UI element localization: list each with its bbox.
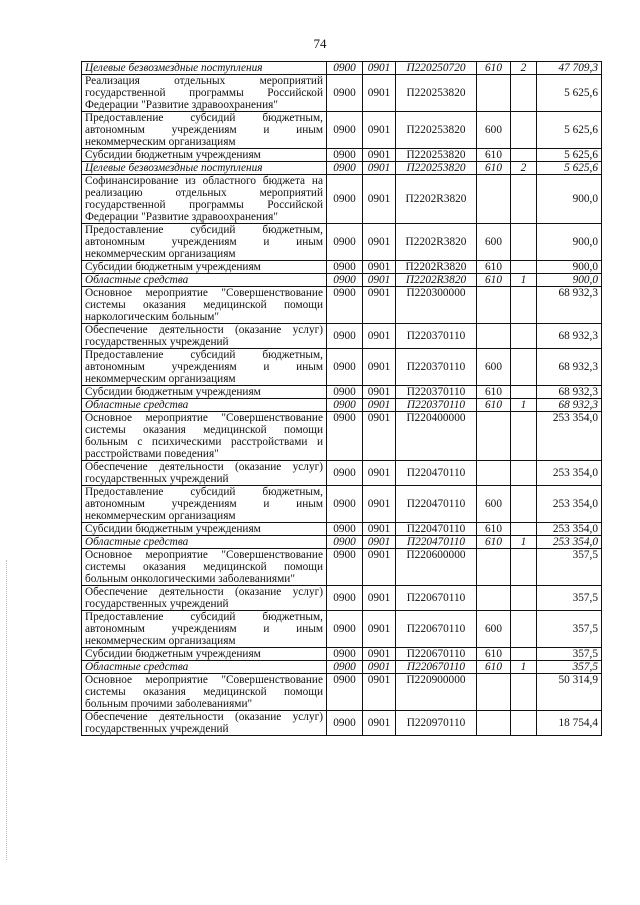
row-funding-source [511, 711, 537, 736]
row-section-code: 0901 [363, 611, 396, 648]
row-grbs-code: 0900 [327, 349, 363, 386]
table-row [82, 549, 602, 586]
row-amount: 5 625,6 [537, 75, 602, 112]
row-grbs-code: 0900 [327, 274, 363, 287]
row-target-code: П220600000 [396, 549, 477, 586]
row-grbs-code: 0900 [327, 648, 363, 661]
row-name: Областные средства [82, 274, 327, 287]
row-expense-type [477, 674, 511, 711]
row-target-code: П2202R3820 [396, 224, 477, 261]
row-amount: 47 709,3 [537, 62, 602, 75]
row-name: Обеспечение деятельности (оказание услуг) государственных учреждений [82, 586, 327, 611]
row-expense-type: 610 [477, 661, 511, 674]
row-grbs-code: 0900 [327, 674, 363, 711]
table-row [82, 112, 602, 149]
row-funding-source [511, 349, 537, 386]
row-target-code: П220250720 [396, 62, 477, 75]
row-grbs-code: 0900 [327, 386, 363, 399]
table-row [82, 287, 602, 324]
row-grbs-code: 0900 [327, 162, 363, 175]
row-funding-source [511, 386, 537, 399]
row-section-code: 0901 [363, 175, 396, 224]
row-name: Субсидии бюджетным учреждениям [82, 648, 327, 661]
row-name: Областные средства [82, 536, 327, 549]
table-row [82, 386, 602, 399]
row-name: Предоставление субсидий бюджетным, автономным учреждениям и иным некоммерческим организациям [82, 112, 327, 149]
row-grbs-code: 0900 [327, 62, 363, 75]
row-section-code: 0901 [363, 648, 396, 661]
row-target-code: П220370110 [396, 386, 477, 399]
row-grbs-code: 0900 [327, 112, 363, 149]
table-row [82, 674, 602, 711]
row-funding-source: 1 [511, 274, 537, 287]
row-target-code: П220370110 [396, 324, 477, 349]
row-target-code: П220370110 [396, 349, 477, 386]
table-row [82, 661, 602, 674]
row-expense-type [477, 586, 511, 611]
table-row [82, 648, 602, 661]
row-section-code: 0901 [363, 549, 396, 586]
table-row [82, 611, 602, 648]
row-section-code: 0901 [363, 536, 396, 549]
row-grbs-code: 0900 [327, 661, 363, 674]
row-section-code: 0901 [363, 523, 396, 536]
row-amount: 68 932,3 [537, 324, 602, 349]
row-target-code: П220253820 [396, 112, 477, 149]
row-expense-type: 610 [477, 261, 511, 274]
row-target-code: П220470110 [396, 536, 477, 549]
row-amount: 900,0 [537, 224, 602, 261]
row-target-code: П220470110 [396, 523, 477, 536]
row-expense-type [477, 711, 511, 736]
row-amount: 68 932,3 [537, 399, 602, 412]
table-row [82, 75, 602, 112]
table-row [82, 399, 602, 412]
row-section-code: 0901 [363, 274, 396, 287]
row-name: Субсидии бюджетным учреждениям [82, 261, 327, 274]
row-grbs-code: 0900 [327, 412, 363, 461]
row-amount: 18 754,4 [537, 711, 602, 736]
row-funding-source [511, 287, 537, 324]
row-expense-type: 610 [477, 523, 511, 536]
row-grbs-code: 0900 [327, 149, 363, 162]
row-funding-source [511, 461, 537, 486]
row-expense-type: 600 [477, 611, 511, 648]
row-amount: 253 354,0 [537, 461, 602, 486]
row-amount: 900,0 [537, 261, 602, 274]
row-amount: 5 625,6 [537, 162, 602, 175]
row-amount: 357,5 [537, 586, 602, 611]
row-target-code: П220670110 [396, 661, 477, 674]
row-name: Областные средства [82, 661, 327, 674]
row-amount: 253 354,0 [537, 523, 602, 536]
row-amount: 357,5 [537, 648, 602, 661]
row-funding-source [511, 324, 537, 349]
budget-table [81, 61, 602, 736]
row-grbs-code: 0900 [327, 287, 363, 324]
row-funding-source: 2 [511, 162, 537, 175]
row-funding-source [511, 611, 537, 648]
row-amount: 5 625,6 [537, 149, 602, 162]
row-funding-source: 2 [511, 62, 537, 75]
row-expense-type [477, 175, 511, 224]
row-name: Целевые безвозмездные поступления [82, 162, 327, 175]
row-name: Основное мероприятие "Совершенствование системы оказания медицинской помощи больным онкологическими заболеваниями" [82, 549, 327, 586]
row-target-code: П2202R3820 [396, 175, 477, 224]
row-name: Предоставление субсидий бюджетным, автономным учреждениям и иным некоммерческим организациям [82, 349, 327, 386]
row-name: Областные средства [82, 399, 327, 412]
row-funding-source [511, 549, 537, 586]
row-section-code: 0901 [363, 261, 396, 274]
table-row [82, 536, 602, 549]
table-row [82, 261, 602, 274]
row-grbs-code: 0900 [327, 549, 363, 586]
row-funding-source [511, 175, 537, 224]
row-amount: 68 932,3 [537, 386, 602, 399]
row-section-code: 0901 [363, 412, 396, 461]
row-target-code: П2202R3820 [396, 274, 477, 287]
row-section-code: 0901 [363, 149, 396, 162]
row-amount: 68 932,3 [537, 287, 602, 324]
row-target-code: П220670110 [396, 648, 477, 661]
row-funding-source [511, 261, 537, 274]
row-section-code: 0901 [363, 399, 396, 412]
table-row [82, 486, 602, 523]
row-amount: 357,5 [537, 611, 602, 648]
row-amount: 900,0 [537, 274, 602, 287]
row-section-code: 0901 [363, 162, 396, 175]
row-section-code: 0901 [363, 661, 396, 674]
row-section-code: 0901 [363, 287, 396, 324]
row-grbs-code: 0900 [327, 586, 363, 611]
row-name: Целевые безвозмездные поступления [82, 62, 327, 75]
row-section-code: 0901 [363, 349, 396, 386]
row-grbs-code: 0900 [327, 461, 363, 486]
row-section-code: 0901 [363, 224, 396, 261]
table-row [82, 412, 602, 461]
row-target-code: П220900000 [396, 674, 477, 711]
table-row [82, 224, 602, 261]
row-grbs-code: 0900 [327, 536, 363, 549]
row-amount: 253 354,0 [537, 412, 602, 461]
table-row [82, 162, 602, 175]
row-name: Основное мероприятие "Совершенствование системы оказания медицинской помощи наркологическим больным" [82, 287, 327, 324]
row-name: Обеспечение деятельности (оказание услуг) государственных учреждений [82, 324, 327, 349]
row-amount: 50 314,9 [537, 674, 602, 711]
row-funding-source [511, 224, 537, 261]
row-target-code: П220253820 [396, 162, 477, 175]
row-funding-source [511, 75, 537, 112]
row-funding-source [511, 648, 537, 661]
row-name: Реализация отдельных мероприятий государственной программы Российской Федерации "Развитие здравоохранения" [82, 75, 327, 112]
row-amount: 68 932,3 [537, 349, 602, 386]
row-section-code: 0901 [363, 386, 396, 399]
row-grbs-code: 0900 [327, 486, 363, 523]
table-body [82, 62, 602, 736]
row-expense-type: 610 [477, 62, 511, 75]
row-amount: 253 354,0 [537, 536, 602, 549]
row-amount: 5 625,6 [537, 112, 602, 149]
row-expense-type: 600 [477, 486, 511, 523]
row-target-code: П220253820 [396, 149, 477, 162]
row-grbs-code: 0900 [327, 711, 363, 736]
row-section-code: 0901 [363, 112, 396, 149]
row-expense-type: 610 [477, 648, 511, 661]
row-name: Обеспечение деятельности (оказание услуг) государственных учреждений [82, 461, 327, 486]
row-section-code: 0901 [363, 75, 396, 112]
row-target-code: П220970110 [396, 711, 477, 736]
table-row [82, 586, 602, 611]
table-row [82, 349, 602, 386]
row-section-code: 0901 [363, 711, 396, 736]
row-expense-type: 600 [477, 349, 511, 386]
row-expense-type: 610 [477, 536, 511, 549]
row-funding-source [511, 486, 537, 523]
table-row [82, 175, 602, 224]
row-amount: 253 354,0 [537, 486, 602, 523]
row-name: Предоставление субсидий бюджетным, автономным учреждениям и иным некоммерческим организациям [82, 611, 327, 648]
row-target-code: П220670110 [396, 611, 477, 648]
row-expense-type: 610 [477, 149, 511, 162]
row-funding-source: 1 [511, 661, 537, 674]
row-grbs-code: 0900 [327, 175, 363, 224]
table-row [82, 461, 602, 486]
row-amount: 900,0 [537, 175, 602, 224]
row-funding-source [511, 674, 537, 711]
row-amount: 357,5 [537, 549, 602, 586]
row-name: Субсидии бюджетным учреждениям [82, 523, 327, 536]
row-target-code: П220300000 [396, 287, 477, 324]
row-section-code: 0901 [363, 62, 396, 75]
row-section-code: 0901 [363, 586, 396, 611]
row-expense-type [477, 287, 511, 324]
row-name: Предоставление субсидий бюджетным, автономным учреждениям и иным некоммерческим организациям [82, 224, 327, 261]
row-target-code: П220470110 [396, 461, 477, 486]
row-expense-type [477, 324, 511, 349]
row-amount: 357,5 [537, 661, 602, 674]
page-number: 74 [313, 36, 327, 51]
row-expense-type [477, 412, 511, 461]
row-funding-source: 1 [511, 536, 537, 549]
row-name: Софинансирование из областного бюджета на реализацию отдельных мероприятий государственной программы Российской Федерации "Развитие здравоохранения" [82, 175, 327, 224]
table-row [82, 149, 602, 162]
row-expense-type: 610 [477, 399, 511, 412]
table-row [82, 274, 602, 287]
row-name: Субсидии бюджетным учреждениям [82, 149, 327, 162]
row-name: Основное мероприятие "Совершенствование системы оказания медицинской помощи больным прочими заболеваниями" [82, 674, 327, 711]
row-grbs-code: 0900 [327, 611, 363, 648]
row-expense-type: 610 [477, 386, 511, 399]
row-target-code: П220670110 [396, 586, 477, 611]
table-row [82, 523, 602, 536]
row-target-code: П2202R3820 [396, 261, 477, 274]
row-section-code: 0901 [363, 486, 396, 523]
row-target-code: П220400000 [396, 412, 477, 461]
row-funding-source [511, 149, 537, 162]
row-section-code: 0901 [363, 324, 396, 349]
row-grbs-code: 0900 [327, 224, 363, 261]
row-funding-source: 1 [511, 399, 537, 412]
row-grbs-code: 0900 [327, 523, 363, 536]
row-target-code: П220370110 [396, 399, 477, 412]
table-row [82, 324, 602, 349]
row-expense-type: 610 [477, 274, 511, 287]
row-target-code: П220253820 [396, 75, 477, 112]
row-expense-type [477, 549, 511, 586]
row-expense-type: 600 [477, 224, 511, 261]
row-expense-type [477, 75, 511, 112]
row-section-code: 0901 [363, 674, 396, 711]
row-expense-type: 610 [477, 162, 511, 175]
row-funding-source [511, 586, 537, 611]
row-name: Предоставление субсидий бюджетным, автономным учреждениям и иным некоммерческим организациям [82, 486, 327, 523]
table-row [82, 62, 602, 75]
row-name: Субсидии бюджетным учреждениям [82, 386, 327, 399]
row-expense-type: 600 [477, 112, 511, 149]
row-grbs-code: 0900 [327, 261, 363, 274]
row-funding-source [511, 523, 537, 536]
row-expense-type [477, 461, 511, 486]
row-name: Основное мероприятие "Совершенствование системы оказания медицинской помощи больным с психическими расстройствами и расстройствами поведения" [82, 412, 327, 461]
table-row [82, 711, 602, 736]
row-funding-source [511, 112, 537, 149]
row-grbs-code: 0900 [327, 399, 363, 412]
row-grbs-code: 0900 [327, 324, 363, 349]
row-funding-source [511, 412, 537, 461]
row-target-code: П220470110 [396, 486, 477, 523]
row-name: Обеспечение деятельности (оказание услуг) государственных учреждений [82, 711, 327, 736]
row-section-code: 0901 [363, 461, 396, 486]
row-grbs-code: 0900 [327, 75, 363, 112]
scan-margin-marks [6, 560, 9, 860]
